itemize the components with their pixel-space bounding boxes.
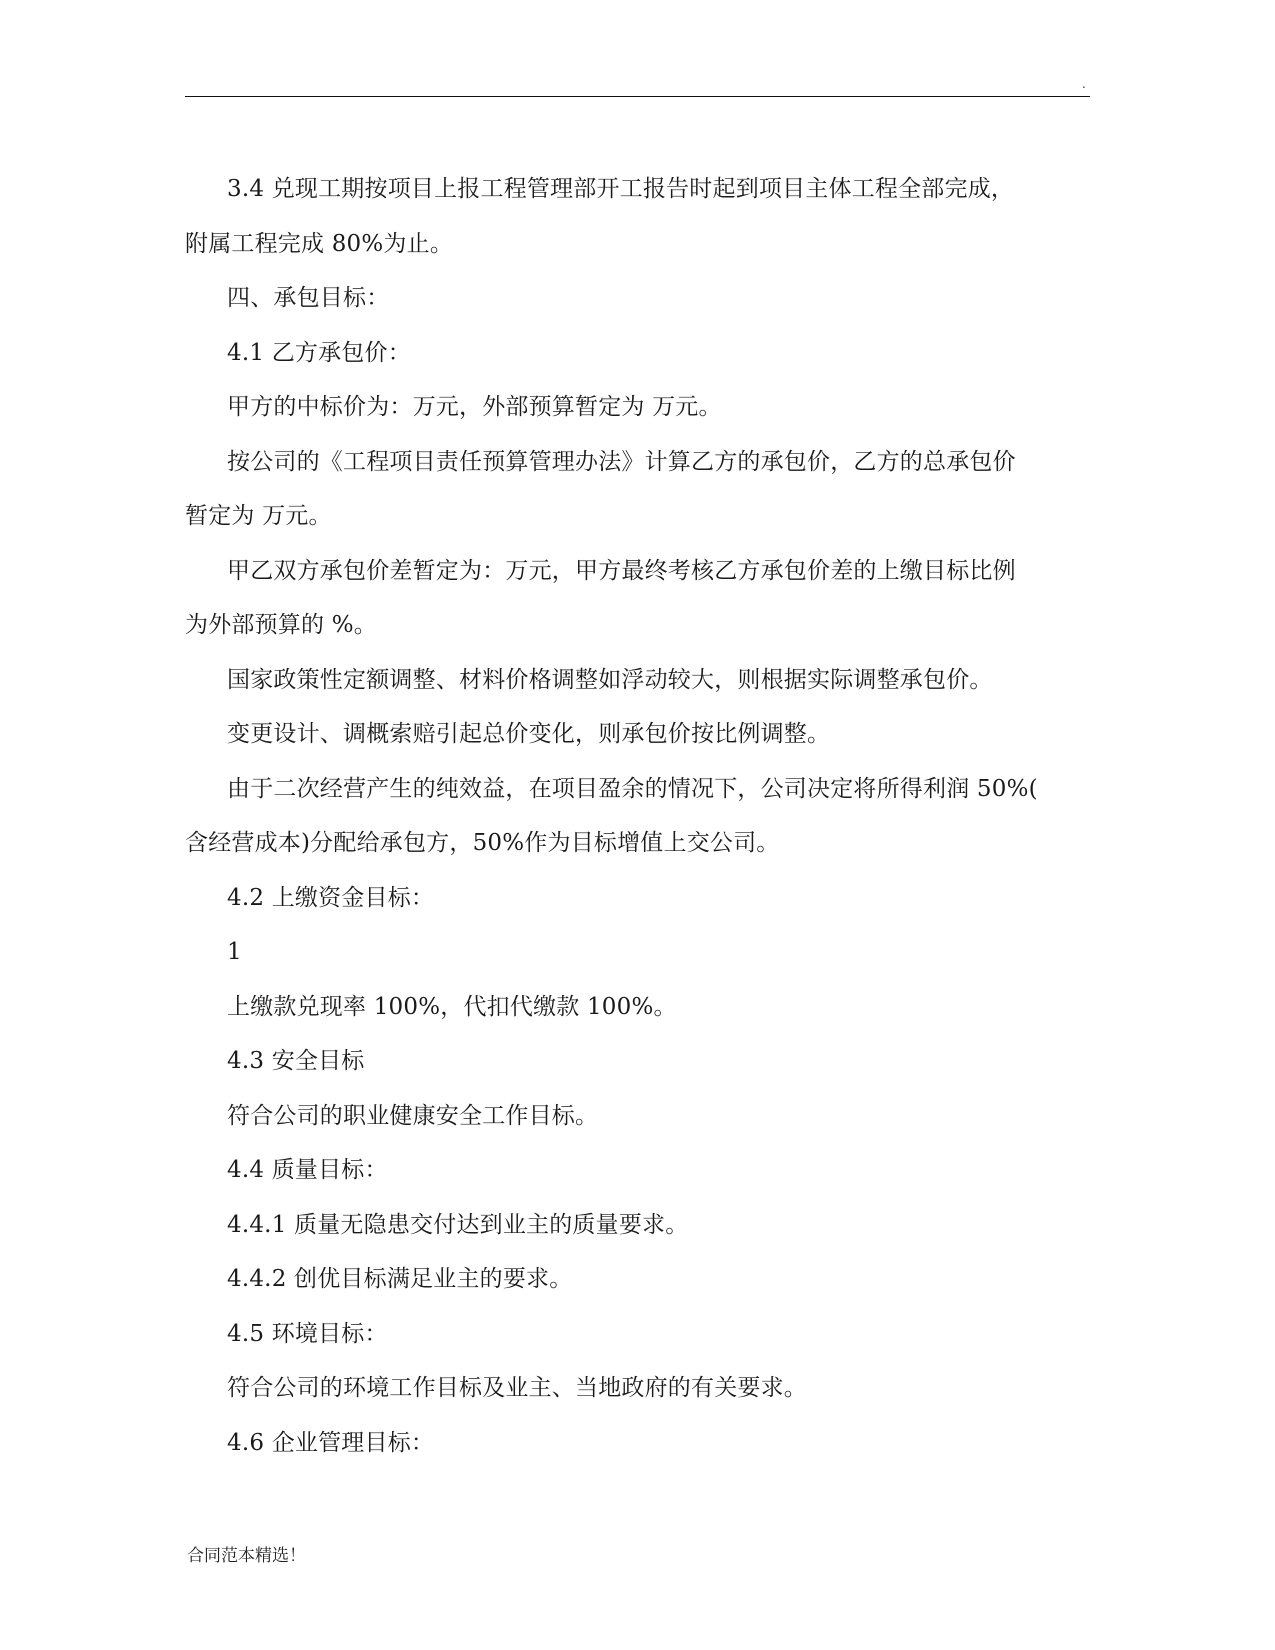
paragraph-p21: 4.4.2 创优目标满足业主的要求。 — [227, 1266, 573, 1292]
paragraph-p23: 符合公司的环境工作目标及业主、当地政府的有关要求。 — [227, 1375, 807, 1401]
page-footer: 合同范本精选！ — [187, 1546, 306, 1566]
paragraph-p16: 上缴款兑现率 100%，代扣代缴款 100%。 — [227, 993, 677, 1020]
paragraph-p18: 符合公司的职业健康安全工作目标。 — [227, 1102, 599, 1129]
paragraph-p17: 4.3 安全目标 — [227, 1048, 365, 1074]
paragraph-p07: 暂定为 万元。 — [185, 503, 332, 529]
paragraph-p03: 四、承包目标： — [227, 285, 390, 311]
paragraph-p19: 4.4 质量目标： — [227, 1157, 388, 1183]
paragraph-p12: 由于二次经营产生的纯效益，在项目盈余的情况下，公司决定将所得利润 50%( — [227, 775, 1038, 802]
paragraph-p22: 4.5 环境目标： — [227, 1320, 388, 1347]
paragraph-p04: 4.1 乙方承包价： — [227, 339, 411, 366]
paragraph-p02: 附属工程完成 80%为止。 — [185, 230, 454, 257]
paragraph-p15: 1 — [227, 939, 242, 965]
paragraph-p24: 4.6 企业管理目标： — [227, 1429, 435, 1456]
paragraph-p11: 变更设计、调概索赔引起总价变化，则承包价按比例调整。 — [227, 721, 831, 747]
header-rule — [185, 96, 1090, 97]
document-body — [185, 162, 1090, 1470]
paragraph-p01: 3.4 兑现工期按项目上报工程管理部开工报告时起到项目主体工程全部完成， — [227, 176, 1015, 202]
paragraph-p09: 为外部预算的 %。 — [185, 612, 377, 638]
paragraph-p08: 甲乙双方承包价差暂定为：万元，甲方最终考核乙方承包价差的上缴目标比例 — [227, 557, 1016, 584]
paragraph-p10: 国家政策性定额调整、材料价格调整如浮动较大，则根据实际调整承包价。 — [227, 666, 993, 693]
paragraph-p13: 含经营成本)分配给承包方，50%作为目标增值上交公司。 — [185, 830, 780, 856]
paragraph-p05: 甲方的中标价为：万元，外部预算暂定为 万元。 — [227, 394, 722, 420]
header-dot: . — [1082, 77, 1086, 91]
paragraph-p20: 4.4.1 质量无隐患交付达到业主的质量要求。 — [227, 1211, 689, 1238]
paragraph-p14: 4.2 上缴资金目标： — [227, 884, 435, 911]
paragraph-p06: 按公司的《工程项目责任预算管理办法》计算乙方的承包价，乙方的总承包价 — [227, 448, 1016, 475]
